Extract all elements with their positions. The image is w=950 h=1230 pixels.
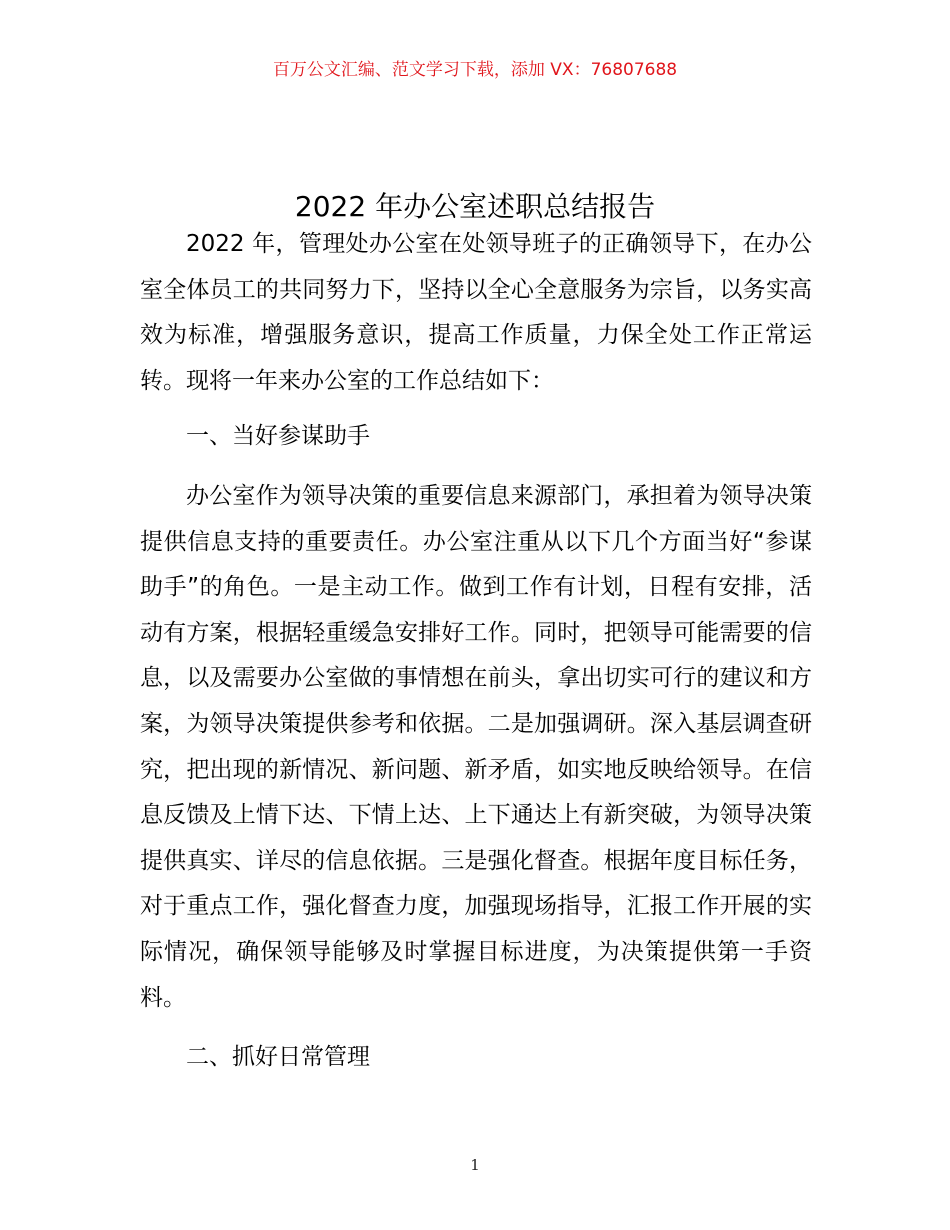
document-body: [140, 222, 812, 1081]
section-heading-2: 二、抓好日常管理: [186, 1044, 370, 1071]
page-number: 1: [470, 1156, 480, 1174]
section-heading-1: 一、当好参谋助手: [186, 423, 370, 450]
document-title: 2022 年办公室述职总结报告: [294, 189, 656, 223]
intro-paragraph: 2022 年，管理处办公室在处领导班子的正确领导下，在办公室全体员工的共同努力下，坚持以全心全意服务为宗旨，以务实高效为标准，增强服务意识，提高工作质量，力保全处工作正常运转。现将一年来办公室的工作总结如下：: [140, 231, 812, 394]
section-1-paragraph: 办公室作为领导决策的重要信息来源部门，承担着为领导决策提供信息支持的重要责任。办公室注重从以下几个方面当好“参谋助手”的角色。一是主动工作。做到工作有计划，日程有安排，活动有方案，根据轻重缓急安排好工作。同时，把领导可能需要的信息，以及需要办公室做的事情想在前头，拿出切实可行的建议和方案，为领导决策提供参考和依据。二是加强调研。深入基层调查研究，把出现的新情况、新问题、新矛盾，如实地反映给领导。在信息反馈及上情下达、下情上达、上下通达上有新突破，为领导决策提供真实、详尽的信息依据。三是强化督查。根据年度目标任务，对于重点工作，强化督查力度，加强现场指导，汇报工作开展的实际情况，确保领导能够及时掌握目标进度，为决策提供第一手资料。: [140, 482, 812, 1011]
header-watermark-note: 百万公文汇编、范文学习下载，添加 VX：76807688: [272, 60, 678, 80]
